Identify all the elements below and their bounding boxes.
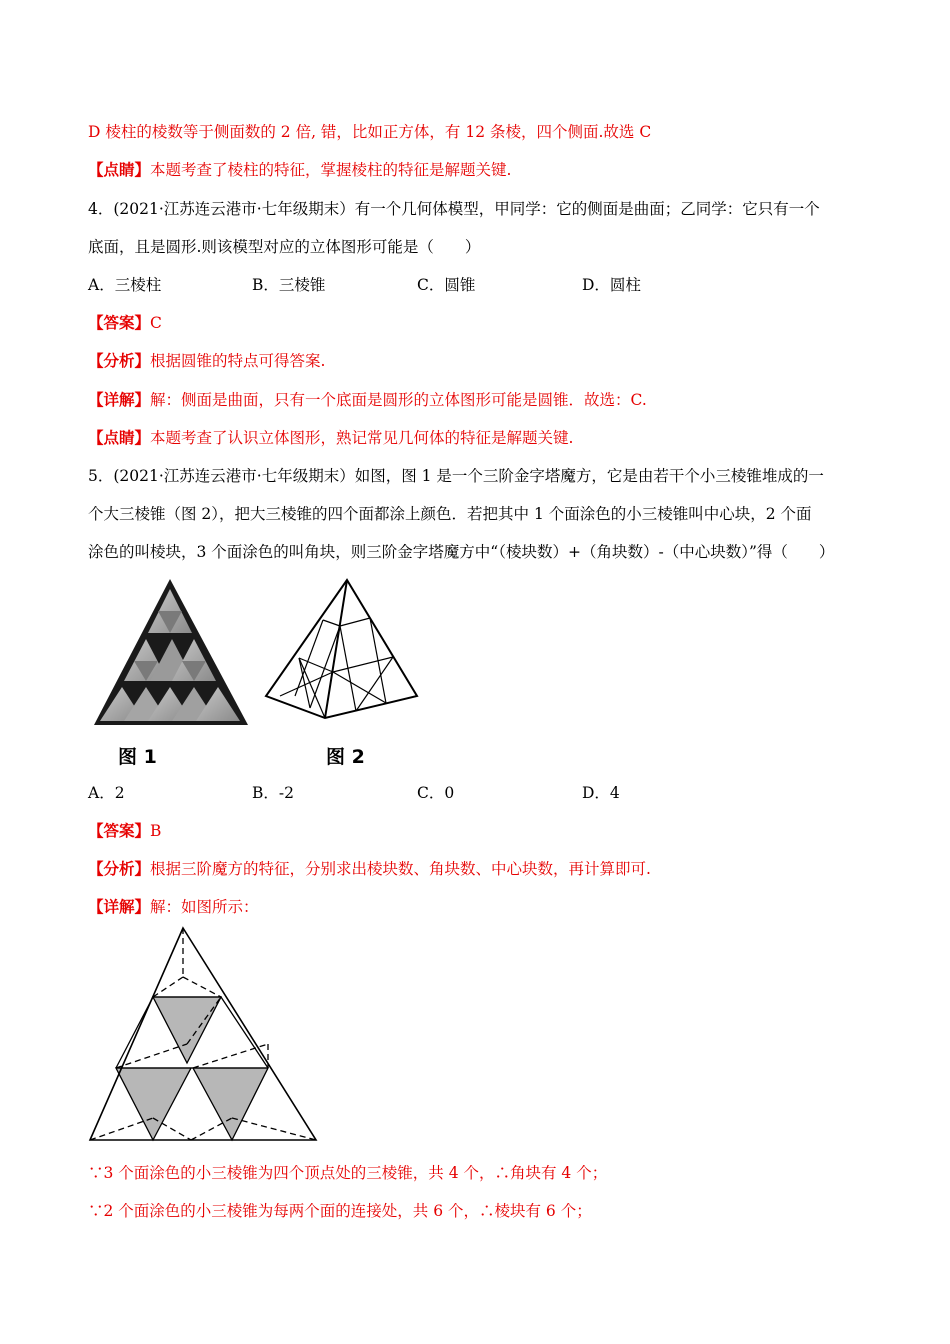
analysis-tag: 【分析】 [88, 859, 151, 878]
solution-triangle-diagram [85, 922, 325, 1144]
prev-option-d-explanation: D 棱柱的棱数等于侧面数的 2 倍, 错，比如正方体，有 12 条棱，四个侧面.故选 C [88, 123, 652, 141]
answer-tag: 【答案】 [88, 821, 151, 840]
analysis-text: 根据圆锥的特点可得答案. [150, 352, 326, 370]
analysis-tag: 【分析】 [88, 351, 151, 370]
detail-tag: 【详解】 [88, 897, 151, 916]
q5-option-b: B．-2 [252, 784, 294, 802]
q5-option-c: C．0 [417, 784, 455, 802]
figure1-caption: 图 1 [118, 746, 157, 768]
shaded-bottom-left [116, 1068, 191, 1140]
q5-stem-line2: 个大三棱锥（图 2），把大三棱锥的四个面都涂上颜色．若把其中 1 个面涂色的小三棱锥叫中心块，2 个面 [88, 505, 812, 523]
shaded-center-top [153, 997, 221, 1063]
q4-comment [88, 427, 573, 449]
answer-tag: 【答案】 [88, 313, 151, 332]
q4-analysis [88, 350, 325, 372]
q4-option-c: C．圆锥 [417, 276, 476, 294]
answer-value: C [150, 314, 162, 332]
q4-detail [88, 389, 647, 411]
comment-text: 本题考查了认识立体图形，熟记常见几何体的特征是解题关键. [150, 429, 574, 447]
comment-text: 本题考查了棱柱的特征，掌握棱柱的特征是解题关键. [150, 161, 512, 179]
q5-reason-corner-blocks: ∵3 个面涂色的小三棱锥为四个顶点处的三棱锥，共 4 个，∴角块有 4 个； [88, 1164, 608, 1182]
prev-comment [88, 159, 511, 181]
q5-option-d: D．4 [582, 784, 620, 802]
analysis-text: 根据三阶魔方的特征，分别求出棱块数、角块数、中心块数，再计算即可. [150, 860, 651, 878]
q4-stem-line1: 4．(2021·江苏连云港市·七年级期末）有一个几何体模型，甲同学：它的侧面是曲面；乙同学：它只有一个 [88, 200, 820, 218]
comment-tag: 【点睛】 [88, 428, 151, 447]
q5-stem-line3: 涂色的叫棱块，3 个面涂色的叫角块，则三阶金字塔魔方中“（棱块数）+（角块数）-（中心块数）”得（ ） [88, 543, 835, 561]
q4-answer [88, 312, 162, 334]
figure2-wireframe-pyramid [262, 578, 422, 728]
detail-text: 解：侧面是曲面，只有一个底面是圆形的立体图形可能是圆锥．故选：C. [150, 391, 647, 409]
figure2-caption: 图 2 [326, 746, 365, 768]
q5-detail [88, 896, 259, 918]
shaded-bottom-right [193, 1068, 268, 1140]
q4-option-d: D．圆柱 [582, 276, 641, 294]
q4-option-b: B．三棱锥 [252, 276, 326, 294]
q5-stem-line1: 5．(2021·江苏连云港市·七年级期末）如图，图 1 是一个三阶金字塔魔方，它是由若干个小三棱锥堆成的一 [88, 467, 824, 485]
q5-option-a: A．2 [88, 784, 125, 802]
detail-text: 解：如图所示： [150, 898, 259, 916]
comment-tag: 【点睛】 [88, 160, 151, 179]
q5-answer [88, 820, 161, 842]
q5-analysis [88, 858, 651, 880]
q5-reason-edge-blocks: ∵2 个面涂色的小三棱锥为每两个面的连接处，共 6 个，∴棱块有 6 个； [88, 1202, 592, 1220]
figure1-pyramid-cube [88, 575, 253, 740]
detail-tag: 【详解】 [88, 390, 151, 409]
q4-option-a: A．三棱柱 [88, 276, 162, 294]
q4-stem-line2: 底面，且是圆形.则该模型对应的立体图形可能是（ ） [88, 238, 481, 256]
answer-value: B [150, 822, 162, 840]
